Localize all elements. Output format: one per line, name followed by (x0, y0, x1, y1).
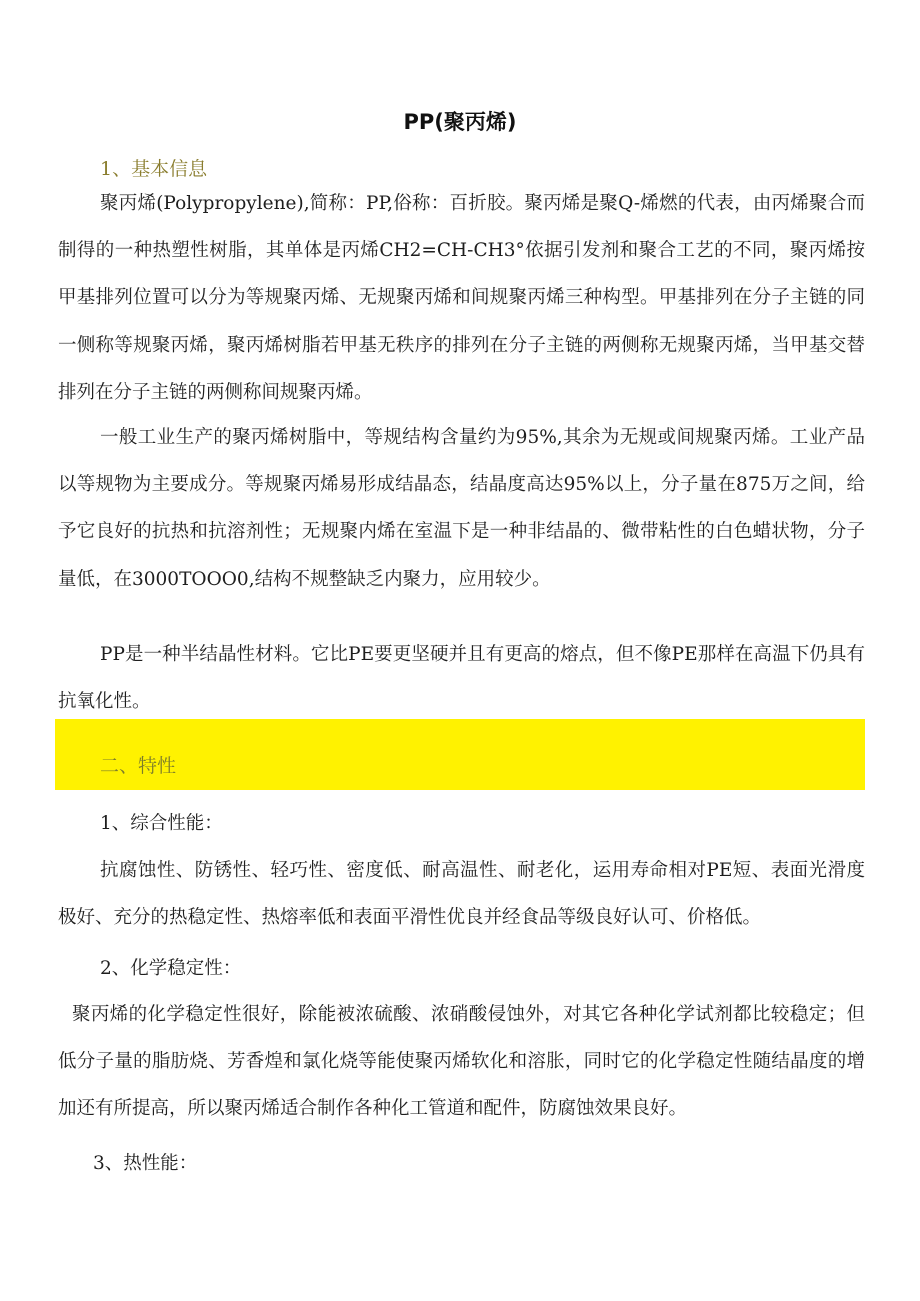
subsection3-heading: 3、热性能： (93, 1153, 198, 1174)
section2-highlight-band (55, 719, 865, 790)
subsection2-heading: 2、化学稳定性： (100, 958, 242, 979)
section1-paragraph-2: 一般工业生产的聚丙烯树脂中，等规结构含量约为95%,其余为无规或间规聚丙烯。工业产品以等规物为主要成分。等规聚丙烯易形成结晶态，结晶度高达95%以上，分子量在875万之间，给予它良好的抗热和抗溶剂性；无规聚内烯在室温下是一种非结晶的、微带粘性的白色蜡状物，分子量低，在3000TOOO0,结构不规整缺乏内聚力，应用较少。 (58, 427, 865, 590)
subsection1-text: 抗腐蚀性、防锈性、轻巧性、密度低、耐高温性、耐老化，运用寿命相对PE短、表面光滑度极好、充分的热稳定性、热熔率低和表面平滑性优良并经食品等级良好认可、价格低。 (58, 860, 865, 929)
section1-paragraph-3: PP是一种半结晶性材料。它比PE要更坚硬并且有更高的熔点，但不像PE那样在高温下仍具有抗氧化性。 (58, 644, 865, 713)
section1-paragraph-1: 聚丙烯(Polypropylene),简称：PP,俗称：百折胶。聚丙烯是聚Q-烯燃的代表，由丙烯聚合而制得的一种热塑性树脂，其单体是丙烯CH2=CH-CH3°依据引发剂和聚合工艺的不同，聚丙烯按甲基排列位置可以分为等规聚丙烯、无规聚丙烯和间规聚丙烯三种构型。甲基排列在分子主链的同一侧称等规聚丙烯，聚丙烯树脂若甲基无秩序的排列在分子主链的两侧称无规聚丙烯，当甲基交替排列在分子主链的两侧称间规聚丙烯。 (58, 193, 865, 403)
section1-heading: 1、基本信息 (100, 158, 208, 180)
subsection2-text: 聚丙烯的化学稳定性很好，除能被浓硫酸、浓硝酸侵蚀外，对其它各种化学试剂都比较稳定；但低分子量的脂肪烧、芳香煌和氯化烧等能使聚丙烯软化和溶胀，同时它的化学稳定性随结晶度的增加还有所提高，所以聚丙烯适合制作各种化工管道和配件，防腐蚀效果良好。 (58, 1004, 865, 1120)
subsection1-heading: 1、综合性能： (100, 813, 223, 834)
section2-heading: 二、特性 (100, 755, 177, 777)
page-title: PP(聚丙烯) (403, 110, 517, 134)
